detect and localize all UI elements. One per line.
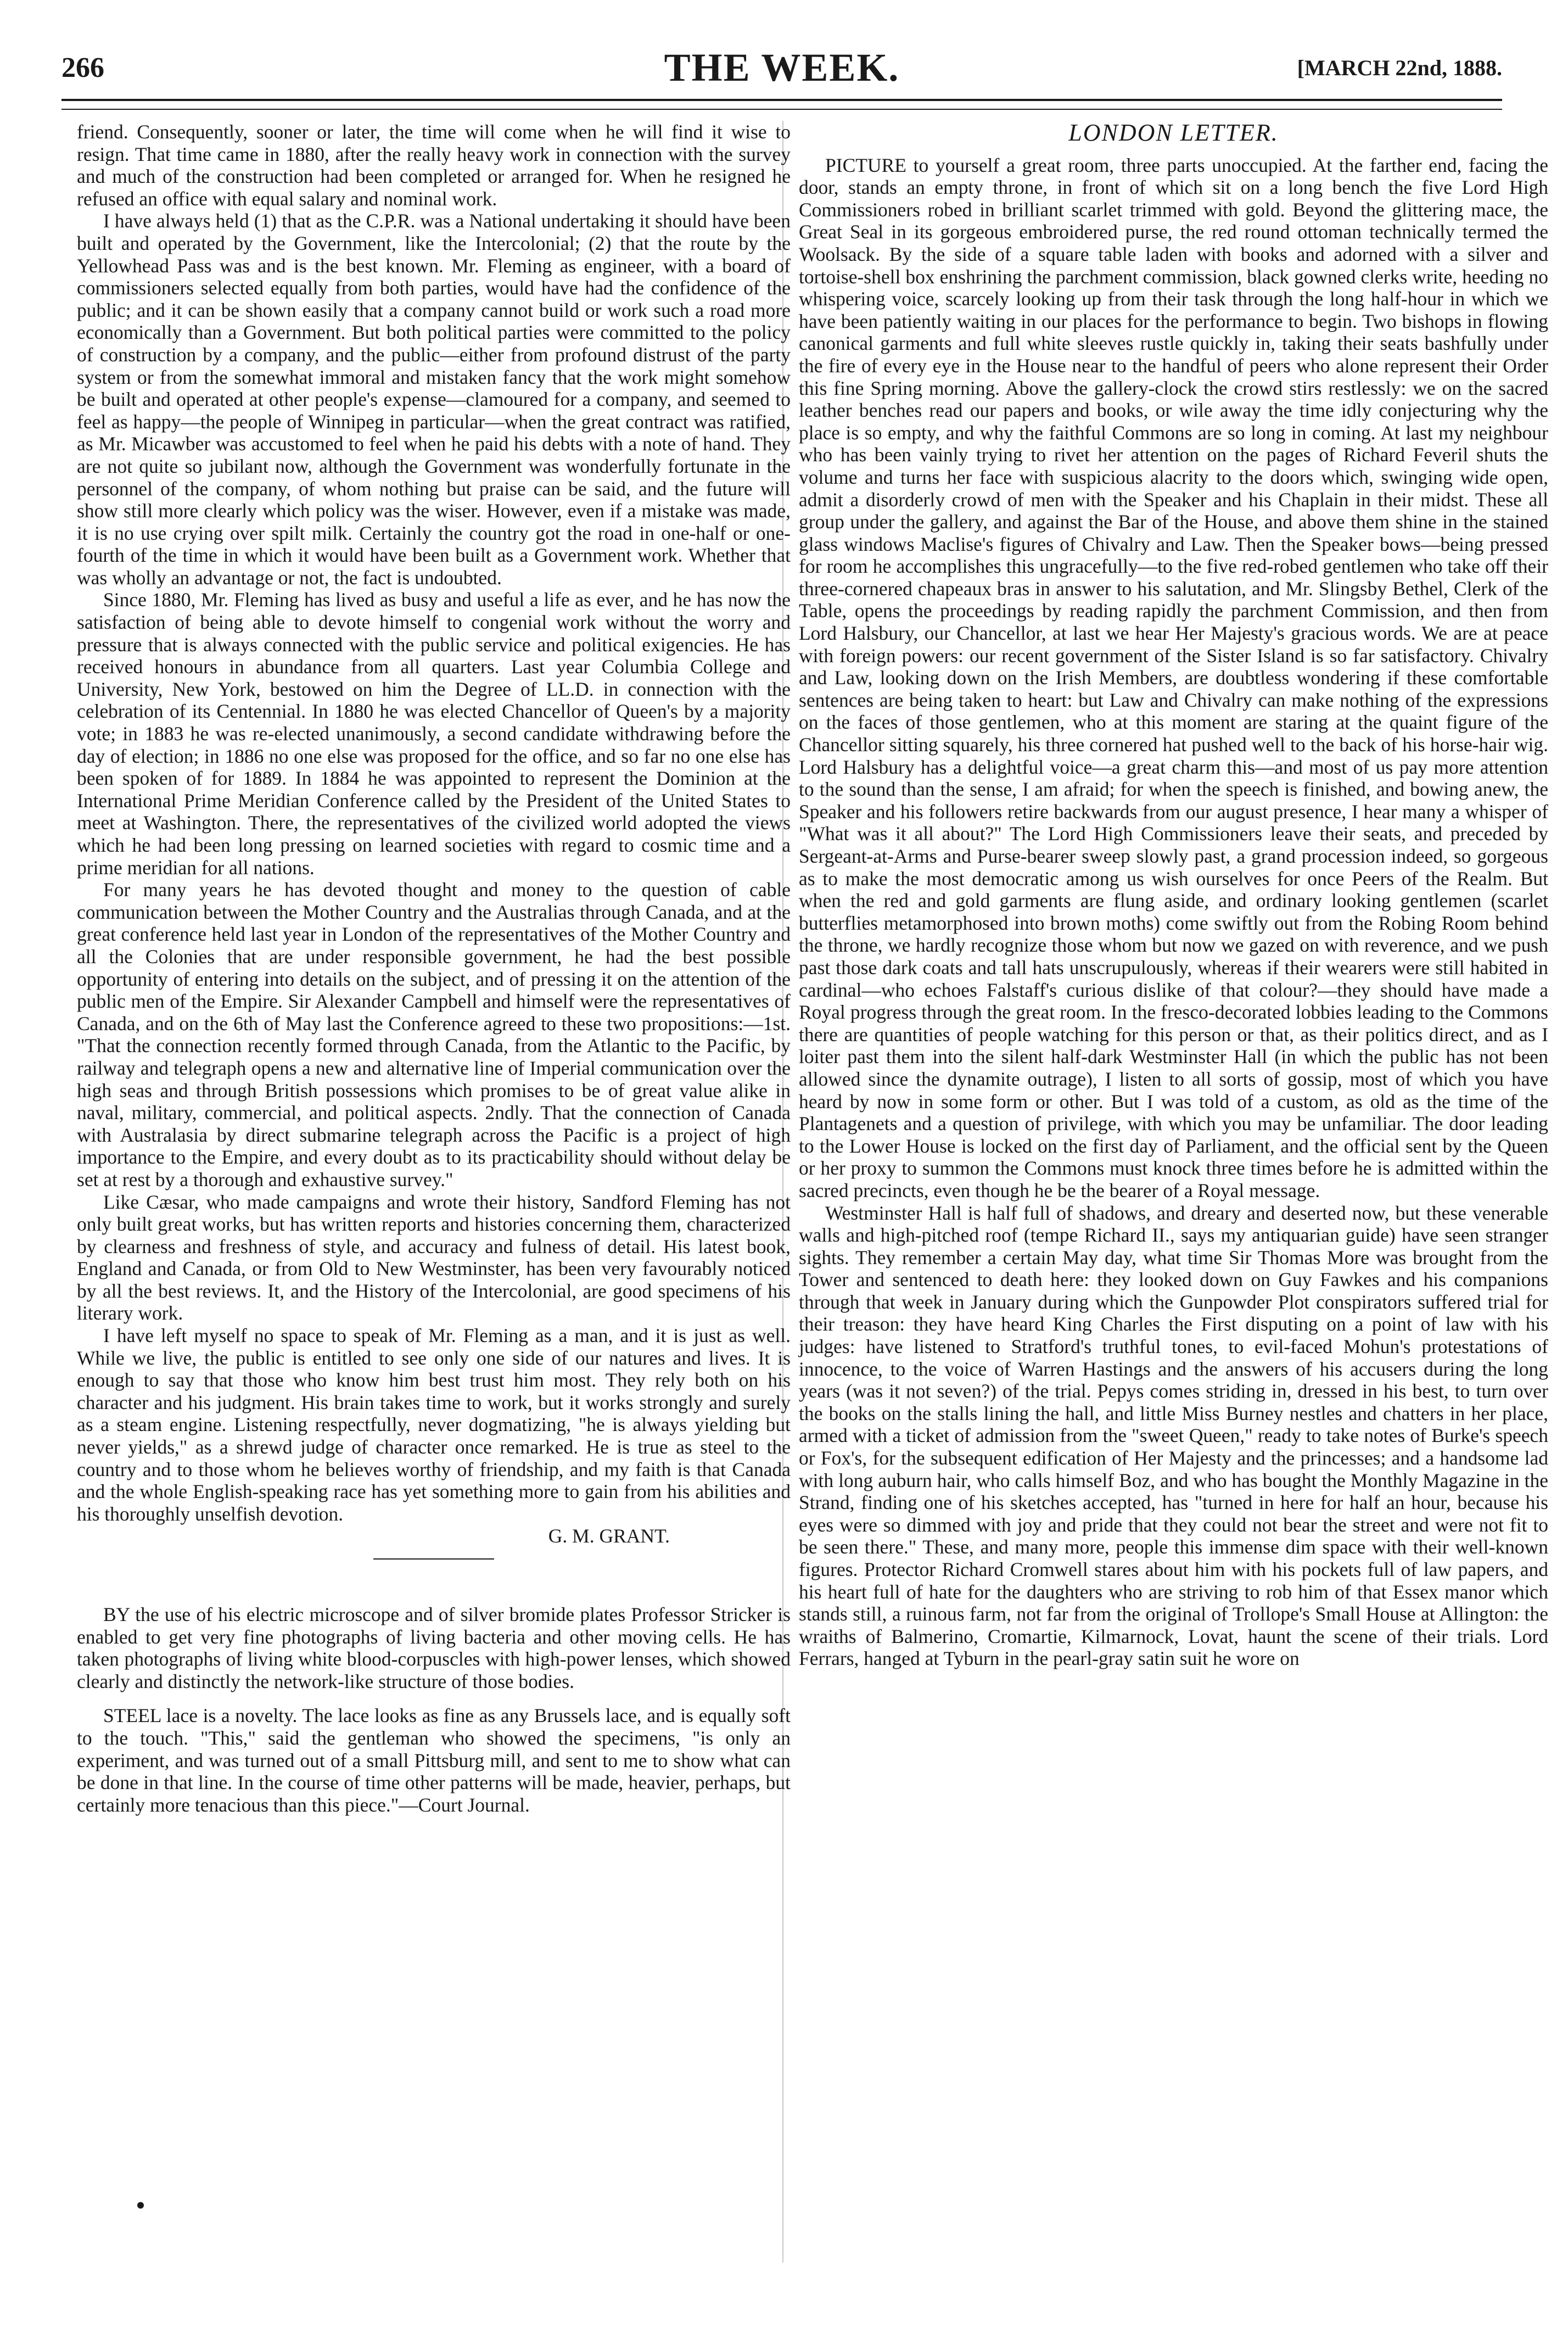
right-column [799,121,1548,1670]
page-number: 266 [61,52,104,83]
news-note: STEEL lace is a novelty. The lace looks as fine as any Brussels lace, and is equally soft to the touch. "This," said the gentleman who showed the specimens, "is only an experiment, and was turned out of a small Pittsburg mill, and sent to me to show what can be done in that line. In the course of time other patterns will be made, heavier, perhaps, but certainly more tenacious than this piece."—Court Journal. [77,1704,791,1816]
section-title: LONDON LETTER. [1068,119,1279,146]
issue-date: [MARCH 22nd, 1888. [1297,55,1502,80]
masthead-title: THE WEEK. [664,46,900,90]
article-paragraph: For many years he has devoted thought and money to the question of cable communication between the Mother Country and the Australias through Canada, and at the great conference held last year in London of the representatives of the Mother Country and all the Colonies that are under responsible government, he had the best possible opportunity of entering into details on the subject, and of pressing it on the attention of the public men of the Empire. Sir Alexander Campbell and himself were the representatives of Canada, and on the 6th of May last the Conference agreed to these two propositions:—1st. "That the connection recently formed through Canada, from the Atlantic to the Pacific, by railway and telegraph opens a new and alternative line of Imperial communication over the high seas and through British possessions which promises to be of great value alike in naval, military, commercial, and political aspects. 2ndly. That the connection of Canada with Australasia by direct submarine telegraph across the Pacific is a project of high importance to the Empire, and every doubt as to its practicability should without delay be set at rest by a thorough and exhaustive survey." [77,879,791,1191]
article-paragraph: friend. Consequently, sooner or later, the time will come when he will find it wise to resign. That time came in 1880, after the really heavy work in connection with the survey and much of the construction had been completed or arranged for. When he resigned he refused an office with equal salary and nominal work. [77,121,791,210]
article-paragraph: Like Cæsar, who made campaigns and wrote their history, Sandford Fleming has not only built great works, but has written reports and histories concerning them, characterized by clearness and freshness of style, and accuracy and fulness of detail. His latest book, England and Canada, or from Old to New Westminster, has been very favourably noticed by all the best reviews. It, and the History of the Intercolonial, are good specimens of his literary work. [77,1191,791,1324]
letter-paragraph: PICTURE to yourself a great room, three parts unoccupied. At the farther end, facing the door, stands an empty throne, in front of which sit on a long bench the five Lord High Commissioners robed in brilliant scarlet trimmed with gold. Beyond the glittering mace, the Great Seal in its gorgeous embroidered purse, the red round ottoman technically termed the Woolsack. By the side of a square table laden with books and adorned with a silver and tortoise-shell box enshrining the parchment commission, black gowned clerks write, heeding no whispering voice, scarcely looking up from their task through the long half-hour in which we have been patiently waiting in our places for the performance to begin. Two bishops in flowing canonical garments and full white sleeves rustle quickly in, taking their seats bashfully under the fire of every eye in the House near to the handful of peers who alone represent their Order this fine Spring morning. Above the gallery-clock the crowd stirs restlessly: we on the sacred leather benches read our papers and books, or wile away the time idly conjecturing why the place is so empty, and why the faithful Commons are so long in coming. At last my neighbour who has been vainly trying to rivet her attention on the pages of Richard Feveril shuts the volume and turns her face with suspicious alacrity to the doors which, swinging wide open, admit a disorderly crowd of men with the Speaker and his Chaplain in their midst. These all group under the gallery, and against the Bar of the House, and above them shine in the stained glass windows Maclise's figures of Chivalry and Law. Then the Speaker bows—being pressed for room he accomplishes this ungracefully—to the five red-robed gentlemen who take off their three-cornered chapeaux bras in answer to his salutation, and Mr. Slingsby Bethel, Clerk of the Table, opens the proceedings by reading rapidly the parchment Commission, and then from Lord Halsbury, our Chancellor, at last we hear Her Majesty's gracious words. We are at peace with foreign powers: our recent government of the Sister Island is so far satisfactory. Chivalry and Law, looking down on the Irish Members, are doubtless wondering if these comfortable sentences are being taken to heart: but Law and Chivalry can make nothing of the expressions on the faces of those gentlemen, who at this moment are staring at the quaint figure of the Chancellor sitting squarely, his three cornered hat pushed well to the back of his horse-hair wig. Lord Halsbury has a delightful voice—a great charm this—and most of us pay more attention to the sound than the sense, I am afraid; for when the speech is finished, and bowing anew, the Speaker and his followers retire backwards from our august presence, I hear many a whisper of "What was it all about?" The Lord High Commissioners leave their seats, and preceded by Sergeant-at-Arms and Purse-bearer sweep slowly past, a grand procession indeed, so gorgeous as to make the most democratic among us wish ourselves for once Peers of the Realm. But when the red and gold garments are flung aside, and ordinary looking gentlemen (scarlet butterflies metamorphosed into brown moths) come swiftly out from the Robing Room behind the throne, we hardly recognize those whom but now we gazed on with reverence, and we push past those dark coats and tall hats unscrupulously, whereas if their wearers were still habited in cardinal—who echoes Falstaff's curious dislike of that colour?—they should have made a Royal progress through the great room. In the fresco-decorated lobbies leading to the Commons there are quantities of people watching for this person or that, as their politics direct, and as I loiter past them into the silent half-dark Westminster Hall (in which the public has not been allowed since the dynamite outrage), I listen to all sorts of gossip, most of which you have heard by now in some form or other. But I was told of a custom, as old as the time of the Plantagenets and a question of privilege, with which you may be unfamiliar. The door leading to the Lower House is locked on the first day of Parliament, and the official sent by the Queen or her proxy to summon the Commons must knock three times before he is admitted within the sacred precincts, even though he be the bearer of a Royal message. [799,154,1548,1201]
article-paragraph: Since 1880, Mr. Fleming has lived as busy and useful a life as ever, and he has now the satisfaction of being able to devote himself to congenial work without the worry and pressure that is always connected with the public service and political exigencies. He has received honours in abundance from all quarters. Last year Columbia College and University, New York, bestowed on him the Degree of LL.D. in connection with the celebration of its Centennial. In 1880 he was elected Chancellor of Queen's by a majority vote; in 1883 he was re-elected unanimously, a second candidate withdrawing before the day of election; in 1886 no one else was proposed for the office, and so far no one else has been spoken of for 1889. In 1884 he was appointed to represent the Dominion at the International Prime Meridian Conference called by the President of the United States to meet at Washington. There, the representatives of the civilized world adopted the views which he had been long pressing on learned societies with regard to cosmic time and a prime meridian for all nations. [77,589,791,879]
article-paragraph: I have left myself no space to speak of Mr. Fleming as a man, and it is just as well. While we live, the public is entitled to see only one side of our natures and lives. It is enough to say that those who know him best trust him most. They rely both on his character and his judgment. His brain takes time to work, but it works strongly and surely as a steam engine. Listening respectfully, never dogmatizing, "he is always yielding but never yields," as a shrewd judge of character once remarked. He is true as steel to the country and to those whom he believes worthy of friendship, and my faith is that Canada and the whole English-speaking race has yet something more to gain from his abilities and his thoroughly unselfish devotion. [77,1324,791,1525]
spacer [77,1560,791,1603]
spacer [77,1692,791,1704]
article-paragraph: I have always held (1) that as the C.P.R. was a National undertaking it should have been built and operated by the Government, like the Intercolonial; (2) that the route by the Yellowhead Pass was and is the best known. Mr. Fleming as engineer, with a board of commissioners selected equally from both parties, would have had the confidence of the public; and it can be shown easily that a company cannot build or work such a road more economically than a Government. But both political parties were committed to the policy of construction by a company, and the public—either from profound distrust of the party system or from the somewhat immoral and mistaken fancy that the work might somehow be built and operated at other people's expense—clamoured for a company, and seemed to feel as happy—the people of Winnipeg in particular—when the great contract was ratified, as Mr. Micawber was accustomed to feel when he paid his debts with a note of hand. They are not quite so jubilant now, although the Government was wonderfully fortunate in the personnel of the company, of whom nothing but praise can be said, and the future will show still more clearly which policy was the wiser. However, even if a mistake was made, it is no use crying over spilt milk. Certainly the country got the road in one-half or one-fourth of the time in which it would have been built as a Government work. Whether that was wholly an advantage or not, the fact is undoubted. [77,210,791,589]
left-column [77,121,791,1816]
header-rule [61,99,1502,110]
author-signature: G. M. GRANT. [548,1525,670,1547]
letter-paragraph: Westminster Hall is half full of shadows, and dreary and deserted now, but these venerable walls and high-pitched roof (tempe Richard II., says my antiquarian guide) have seen stranger sights. They remember a certain May day, what time Sir Thomas More was brought from the Tower and sentenced to death here: they looked down on Guy Fawkes and his companions through that week in January during which the Gunpowder Plot conspirators suffered trial for their treason: they have heard King Charles the First disputing on a point of law with his judges: have listened to Stratford's truthful tones, to evil-faced Mohun's protestations of innocence, to the voice of Warren Hastings and the answers of his accusers during the long years (was it not seven?) of the trial. Pepys comes striding in, dressed in his best, to turn over the books on the stalls lining the hall, and little Miss Burney nestles and chatters in her place, armed with a ticket of admission from the "sweet Queen," ready to take notes of Burke's speech or Fox's, for the subsequent edification of Her Majesty and the princesses; and a handsome lad with long auburn hair, who calls himself Boz, and who has bought the Monthly Magazine in the Strand, finding one of his sketches accepted, has "turned in here for half an hour, because his eyes were so dimmed with joy and pride that they could not bear the street and were not fit to be seen there." These, and many more, people this immense dim space with their well-known figures. Protector Richard Cromwell stares about him with his pockets full of law papers, and his heart full of hate for the daughters who are striving to rob him of that Essex manor which stands still, a ruinous farm, not far from the original of Trollope's Small House at Allington: the wraiths of Balmerino, Cromartie, Kilmarnock, Lovat, haunt the scene of their trials. Lord Ferrars, hanged at Tyburn in the pearl-gray satin suit he wore on [799,1201,1548,1670]
news-note: BY the use of his electric microscope and of silver bromide plates Professor Stricker is enabled to get very fine photographs of living bacteria and other moving cells. He has taken photographs of living white blood-corpuscles with high-power lenses, which showed clearly and distinctly the network-like structure of those bodies. [77,1603,791,1692]
page-header [61,45,1502,94]
ink-mark [137,2202,144,2209]
